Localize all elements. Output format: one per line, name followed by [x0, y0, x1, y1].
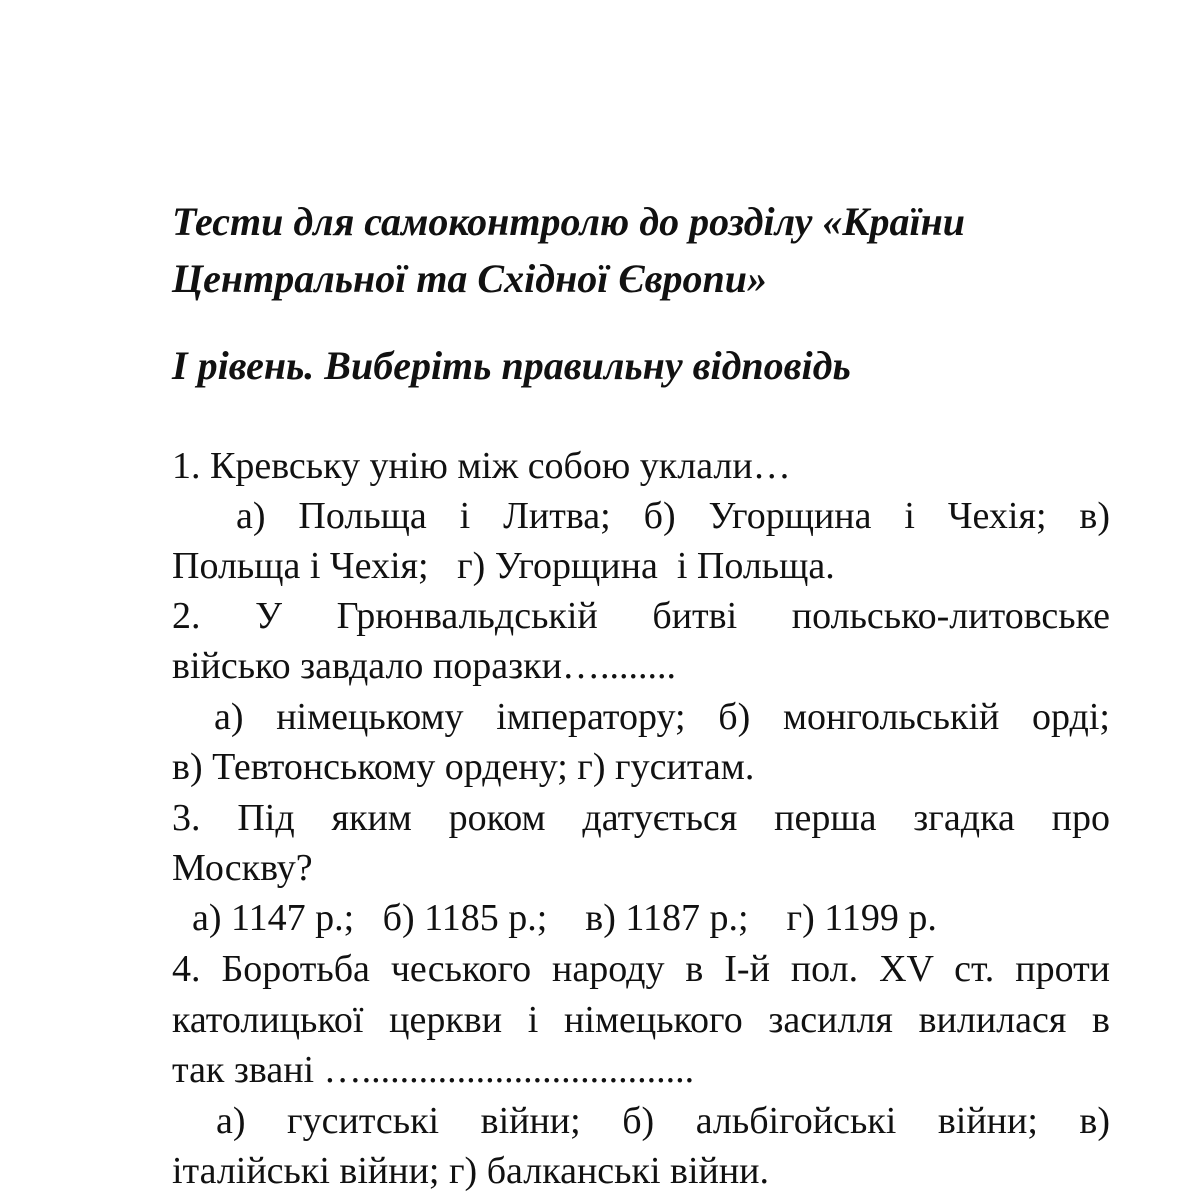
question-2-number: 2. [172, 595, 201, 637]
level-heading: І рівень. Виберіть правильну відповідь [172, 343, 851, 388]
question-4-text-line-1: Боротьба чеського народу в І-й пол. XV ст. проти [221, 948, 1111, 990]
question-1-answers-line-2: Польща і Чехія; г) Угорщина і Польща. [172, 545, 835, 587]
document-page [172, 0, 1110, 1200]
question-3-answers: а) 1147 р.; б) 1185 р.; в) 1187 р.; г) 1199 р. [192, 897, 937, 939]
question-4-number: 4. [172, 948, 201, 990]
question-4-answers-line-1: а) гуситські війни; б) альбігойські війни; в) [216, 1100, 1110, 1142]
question-4-stem-line-2: католицької церкви і німецького засилля вилилася в [172, 999, 1110, 1041]
question-3-number: 3. [172, 797, 201, 839]
title-line-2: Центральної та Східної Європи» [172, 256, 768, 301]
question-4-answers-line-2: італійські війни; г) балканські війни. [172, 1150, 770, 1192]
question-4-stem-line-1 [172, 944, 1110, 994]
question-3-stem-line-2: Москву? [172, 847, 313, 889]
question-1-text: Кревську унію між собою уклали… [210, 445, 791, 487]
question-2-text-line-1: У Грюнвальдській битві польсько-литовське [255, 595, 1111, 637]
document-title [172, 193, 1110, 307]
question-2-stem-line-2: військо завдало поразки…........ [172, 645, 676, 687]
title-line-1: Тести для самоконтролю до розділу «Країни [172, 199, 966, 244]
question-3-text-line-1: Під яким роком датується перша згадка про [237, 797, 1111, 839]
question-1-answers-line-1: а) Польща і Литва; б) Угорщина і Чехія; в) [236, 495, 1110, 537]
question-2-answers-line-2: в) Тевтонському ордену; г) гуситам. [172, 746, 755, 788]
question-1-number: 1. [172, 445, 201, 487]
question-2-answers-line-1: а) німецькому імператору; б) монгольській орді; [214, 696, 1110, 738]
question-3-stem-line-1 [172, 793, 1110, 843]
question-4-stem-line-3: так звані …................................... [172, 1049, 695, 1091]
question-2-stem-line-1 [172, 591, 1110, 641]
question-1-stem [172, 441, 1110, 491]
